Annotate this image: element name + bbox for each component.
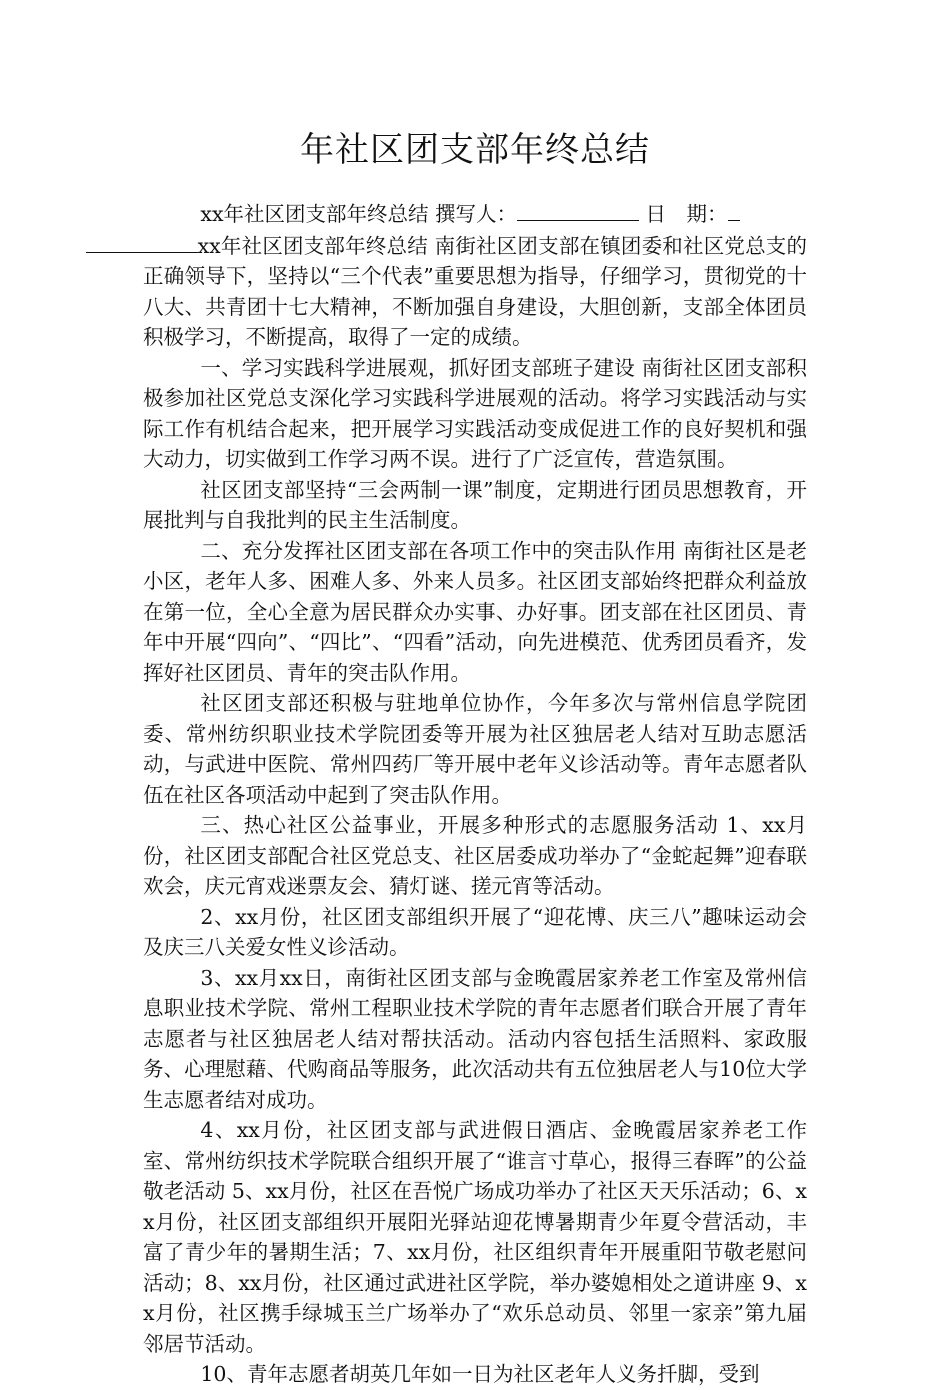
paragraph: 二、充分发挥社区团支部在各项工作中的突击队作用 南街社区是老小区，老年人多、困难人多、外来人员多。社区团支部始终把群众利益放在第一位，全心全意为居民群众办实事、办好事。团支部在社区团员、青年中开展“四向”、“四比”、“四看”活动，向先进模范、优秀团员看齐，发挥好社区团员、青年的突击队作用。 xyxy=(143,538,807,685)
author-blank xyxy=(517,198,639,221)
header-text-1: xx年社区团支部年终总结 撰写人： xyxy=(200,202,518,226)
paragraph: 3、xx月xx日，南街社区团支部与金晚霞居家养老工作室及常州信息职业技术学院、常州工程职业技术学院的青年志愿者们联合开展了青年志愿者与社区独居老人结对帮扶活动。活动内容包括生活照料、家政服务、心理慰藉、代购商品等服务，此次活动共有五位独居老人与10位大学生志愿者结对成功。 xyxy=(143,965,807,1112)
paragraph: 一、学习实践科学进展观，抓好团支部班子建设 南街社区团支部积极参加社区党总支深化学习实践科学进展观的活动。将学习实践活动与实际工作有机结合起来，把开展学习实践活动变成促进工作的良好契机和强大动力，切实做到工作学习两不误。进行了广泛宣传，营造氛围。 xyxy=(143,355,807,471)
date-blank-end xyxy=(86,230,198,253)
header-text-3: xx年社区团支部年终总结 南街社区团支部在镇团委和社区党总支的正确领导下，坚持以“三个代表”重要思想为指导，仔细学习，贯彻党的十八大、共青团十七大精神，不断加强自身建设，大胆创新，支部全体团员积极学习，不断提高，取得了一定的成绩。 xyxy=(143,233,807,349)
paragraph: 社区团支部坚持“三会两制一课”制度，定期进行团员思想教育，开展批判与自我批判的民主生活制度。 xyxy=(143,477,807,532)
header-paragraph xyxy=(143,198,807,353)
document-title: 年社区团支部年终总结 xyxy=(300,130,650,170)
header-text-2: 日 期： xyxy=(639,202,728,226)
document-body xyxy=(143,198,807,1390)
paragraph: 2、xx月份，社区团支部组织开展了“迎花博、庆三八”趣味运动会及庆三八关爱女性义诊活动。 xyxy=(143,904,807,959)
paragraph: 三、热心社区公益事业，开展多种形式的志愿服务活动 1、xx月份，社区团支部配合社区党总支、社区居委成功举办了“金蛇起舞”迎春联欢会，庆元宵戏迷票友会、猜灯谜、搓元宵等活动。 xyxy=(143,813,807,898)
paragraph: 10、青年志愿者胡英几年如一日为社区老年人义务扦脚，受到 xyxy=(200,1362,760,1386)
date-blank-start xyxy=(728,198,740,221)
paragraph: 4、xx月份，社区团支部与武进假日酒店、金晚霞居家养老工作室、常州纺织技术学院联合组织开展了“谁言寸草心，报得三春晖”的公益敬老活动 5、xx月份，社区在吾悦广场成功举办了社区天天乐活动；6、xx月份，社区团支部组织开展阳光驿站迎花博暑期青少年夏令营活动，丰富了青少年的暑期生活；7、xx月份，社区组织青年开展重阳节敬老慰问活动；8、xx月份，社区通过武进社区学院，举办婆媳相处之道讲座 9、xx月份，社区携手绿城玉兰广场举办了“欢乐总动员、邻里一家亲”第九届邻居节活动。 xyxy=(143,1118,807,1356)
paragraph: 社区团支部还积极与驻地单位协作，今年多次与常州信息学院团委、常州纺织职业技术学院团委等开展为社区独居老人结对互助志愿活动，与武进中医院、常州四药厂等开展中老年义诊活动等。青年志愿者队伍在社区各项活动中起到了突击队作用。 xyxy=(143,691,807,807)
